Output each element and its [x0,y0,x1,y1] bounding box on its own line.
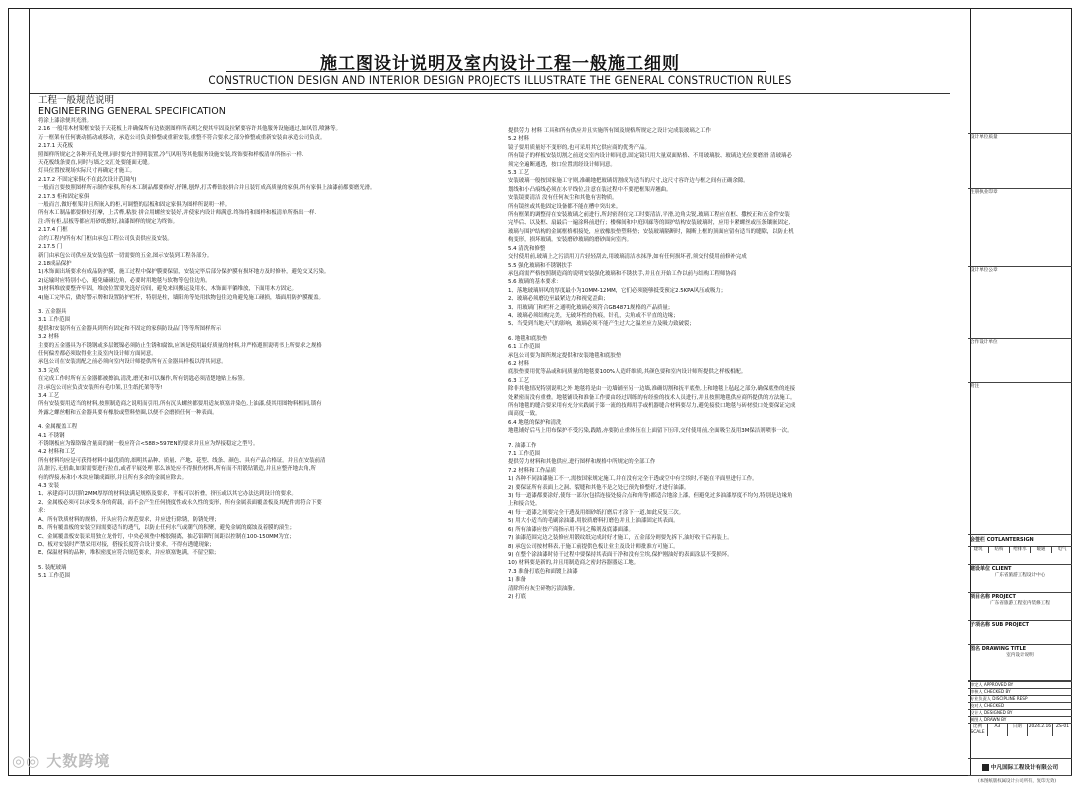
countersign-col: 建筑 [968,547,989,553]
text-line: 外露之螺丝帽和五金器具要有橡胶或塑料垫圈,以便不会磨损任何一种表面。 [38,409,218,416]
text-line: 清除所有灰尘碎物污渍油脂。 [508,585,579,592]
title-underline [226,71,766,72]
text-line: 所有镜子的样板安装切割之前送交室内设计师同意,固定镜只用大量双面贴格、不用玻璃胶、玻璃边光位要磨滑 清玻璃必 [508,153,792,160]
text-line: 照图样所规定之各种开孔处理,同时要允许照明装置,冷气风咀等其他服务设施安装,终饰要和样板清单所指示一样. [38,151,304,158]
text-line: 不锈钢板应为镍铬镍含量高的耐一般应符合<588>597EN的要求并且应为焊接稳定之型号。 [38,441,259,448]
text-line: 7.1 工作范围 [508,451,540,458]
text-line: 承包公司要为图所规定提供和安装地毯和底胶垫 [508,352,622,359]
text-line: 镜子要用质量好不变形的,也可采用其它供应商的优秀产品。 [508,144,650,151]
text-line: 2.17.2 不固定家俱(不在此次设计范围内) [38,176,137,183]
text-line: B、所有覆盖板的安装空间需要适当的透气，以防止任何水气或潮气的积聚，避免金属的腐蚀及着膜的滚生； [38,525,296,532]
text-line: 3)材料堆放要整齐牢固，堆放位置要先选好房间，避免来回搬运及用水，木饰面平躺堆放，下面用木方固定。 [38,286,297,293]
text-line: 合约工程内所有木门框由承包工程公司负责供应及安装。 [38,235,173,242]
text-line: 3.3 完成 [38,367,60,374]
title-underline-bottom [226,89,766,90]
text-line: 所有框架的调整待在安装玻璃之前进行,所封密剂在完工时要清洁,平滑,边角尖锐,玻璃工程应在框、撒校正和五金件安装 [508,212,790,219]
left-text-column [38,95,493,581]
company-name: 中凡国际工程设计有限公司 [990,765,1059,771]
text-line: 7) 油漆范围完边之装修应用锻纹纸完成封好才施工，五金部分则要先拆下,油好收干后再装上。 [508,535,733,542]
text-line: 所有木工制品都要修好打摩，上舌榫,粘胶 拼合用螺丝安装好,并使家内设计师满意.终饰将和图样和板清单所指出一样. [38,210,317,217]
company-box [968,758,1072,776]
text-line: 5.6 玻璃的基本要求： [508,279,562,286]
text-line: 4.2 材料和工艺 [38,449,76,456]
date-label: 日期 [1008,724,1028,736]
remarks-box [968,382,1072,534]
text-line: 所有地毯的缝合要采用有充分实践属于第一流的技师用手或机器缝合材料要尽力,避免接驳口地毯与砖材驳口处要保证完成 [508,403,796,409]
right-text-column [508,127,963,601]
text-line: 所有镜丝或其他固定设备都不能在槽中突出来。 [508,203,622,210]
text-line: 4、玻璃必须结构完美，无破坏性的伤痕，针孔，尖角或不平直的边缘； [508,312,679,319]
countersign-col: 暖通 [1031,547,1052,553]
text-line: 玻璃与围护结构的金属框格相接处，应放橡胶垫塑料垫；安装玻璃隔断时，隔断上框的顶面应留有适当的缝隙，以防止机 [508,228,794,235]
scale-label: 比例 SCALE [968,724,988,736]
text-line: 5.4 清洗和修整 [508,245,546,252]
text-line: 承包公司在安装需配之前必须向室内设计师提供所有五金器具样板以得其同意。 [38,359,227,366]
countersign-box [968,534,1072,564]
countersign-col: 电气 [1057,547,1067,552]
text-line: 6.3 工艺 [508,377,530,384]
text-line: 新门由承包公司供应及安装包括一切需要的五金,图示安装到工程各部分。 [38,252,213,259]
staff-row: 专业负责人 DISCIPLINE RESP [968,695,1072,702]
text-line: 7.3 准备打底色和面镀上油漆 [508,568,578,575]
project-label: 项目名称 PROJECT [970,594,1016,600]
text-line: 构变形，损坏玻璃。安装磨砂玻璃的磨砂面向室内。 [508,237,632,244]
text-line: 1)木饰面出场要求有成品防护膜，施工过程中保护膜要保留，安装完毕后部分保护膜有损坏地方及时修补，避免交叉污染。 [38,269,330,276]
text-line: 将涂上漆涂便其光滑。 [38,118,92,124]
text-line: 安装镜要清洁 没有任何灰尘和其他有害物质。 [508,195,618,202]
text-line: 2) 打底 [508,593,527,600]
staff-row: 审定人 APPROVED BY [968,681,1072,688]
section-heading-cn: 工程一般规范说明 [38,95,115,106]
staff-row: 制图人 DRAWN BY [968,716,1072,723]
text-line: 6.4 地毯的保护和清洗 [508,419,562,426]
text-line: 2.17.5 门 [38,244,63,251]
text-line: 底胶垫要用优等品或和同质量的地毯要100%人造纤维质,其颜色要和室内设计师所提供之样板相配。 [508,369,747,376]
text-line: 3.1 工作范围 [38,317,70,324]
watermark-logo [12,750,110,771]
text-line: 洁,脏污,无扭曲,如果需要进行拉直,或者平展处理 那么该处应不得损伤材料,所有而不用锻钻锻造,并且应整齐地去角,所 [38,466,316,473]
project-box [968,592,1072,620]
drawing-title-box [968,644,1072,680]
staff-row: 校对人 CHECKED [968,702,1072,709]
text-line: 2、金属板必须可以承受本身的荷载，而不会产生任何挠度性或永久性的变形，所有金属表面覆盖板及其配件需符合下要 [38,499,322,506]
text-line: 6) 所有油漆应按产商指示用不同之稀剂及底漆面漆。 [508,526,634,533]
countersign-col: 结构 [989,547,1010,553]
text-line: 万一框架有任何裹动摇动或移动，承造公司负责修整或重新安装,重整不符合要求之部分修整或重新安装由承造公司负责。 [38,134,326,141]
text-line: 1) 准备 [508,577,527,584]
page-title: 施工图设计说明及室内设计工程一般施工细则 [320,54,680,74]
drawing-title-value: 室内设计说明 [1006,653,1034,658]
text-line: 求： [38,508,49,515]
text-line: 2) 要保证所有表面上之洞、裂缝和其他不是之处已预先修整好,才进行油漆。 [508,484,690,491]
text-line: 有的焊接,标和小木块应镶成圆形,并且所有多余的金属应除去。 [38,474,187,481]
text-line: 灯具位置按现场实际尺寸再确定才施工。 [38,168,136,175]
client-box [968,564,1072,592]
text-line: 提供劳力材料和其他供应,进行图样和规格中所规定的全部工作 [508,459,656,466]
header-divider [30,93,950,94]
design-unit-seal-box [968,266,1072,338]
text-line: 2.17.1 天花板 [38,143,74,150]
sub-project-box [968,620,1072,644]
staff-rows [968,681,1072,723]
registered-seal-label: 注册执业印章 [970,190,998,195]
text-line: 4.3 安装 [38,483,60,490]
designer-seal-label: 设计单位质量 [970,135,998,140]
text-line: 在完成工作时所有五金器都被擦油,清洗,磨光和可以操作,所有钥匙必须清楚地贴上标签。 [38,376,248,383]
text-line: 3. 五金器具 [38,308,67,315]
text-line: 任何偏差都必须取得业主及室内设计师方面同意。 [38,350,157,357]
text-line: 划线和小凸痕线必须在水平线位,注意在装过程中不要把框架弄翘曲。 [508,186,672,193]
text-line: 3.2 材料 [38,334,60,341]
design-unit-seal-label: 设计单位公章 [970,268,998,273]
text-line: 5、当受到当地天气的影响，玻璃必须不能产生过大之温差应力及吸力致破裂； [508,321,695,328]
copyright-footnote: (本图纸版权属设计公司所有，复印无效) [978,779,1057,784]
text-line: 承包商需严格按照制造商的说明安装强化玻璃和不锈扶手,并且在开始工作以前与结构工程师协商 [508,270,737,277]
text-line: 3、用玻璃门和栏杆之通明化玻璃必须符合GB4871规格的产品质量； [508,304,674,311]
text-line: 须完全遍断通透，按口位置需经设计师同意。 [508,161,616,168]
text-line: 提供劳力 材料 工具和所有供应并且实施所有图及规格所规定之设计完成装玻璃之工作 [508,128,711,134]
text-line: 2)运输时应特别小心，避免磕碰边角，必要时用地毯与软物等包住边角。 [38,277,211,284]
text-line: 天花板线条要直,同时与墙之交汇处要能面无缝。 [38,160,153,167]
text-line: 处紧密而没有重叠。地毯铺设和准备工作要由经过训练的有经验的技术人员进行,并且按照地毯供应商所提供的方法施工。 [508,394,796,401]
text-line: 除非其他情况特别说明之外 地毯将是由一边墙铺至另一边墙,准确切割和抚平底垫,上和地毯上毡起之部分,确保底垫的连接 [508,386,796,393]
text-line: 地毯铺好后马上用布保护不受污染,践踏,亦要防止重体压在上面留下压印,交付使用前,全面吸尘及用3M保洁剂喷事一次。 [508,428,793,435]
text-line: 8) 承包公司按材料表,于施工前提供色板让业主及设计师批准方可施工。 [508,543,679,550]
text-line: 安装玻璃一般按国家施工守则,准确地把玻璃切割成为适当的尺寸,这尺寸容许边与框之间有正确余隙。 [508,178,749,185]
text-line: 4. 金属覆盖工程 [38,424,78,431]
sub-project-label: 子项名称 SUB PROJECT [970,622,1030,628]
drawing-sheet [8,8,1072,776]
client-name: 广东省旅游工程设计中心 [994,573,1046,578]
text-line: 1、落地玻璃屏风的厚度最小为10MM-12MM，它们必须能够抵受预定2.5KPA风压或吸力； [508,287,727,294]
text-line: 2.16 一般用木材架框安装于天花板上并确保所有边依据图样所表明之便其牢固及拉紧要容许其他服务设施通过,如风管,喷淋等。 [38,126,341,133]
text-line: 2.17.3 柜和固定家俱 [38,193,90,200]
remarks-label: 附注 [970,384,980,389]
text-line: 4)施工完毕后，做好警示牌和设置防护栏杆，特别是柱，墙阳角等处用软物包住边角避免施工碰损，墙面用防护膜覆盖。 [38,294,324,301]
content-area [29,9,971,775]
scale-row [968,723,1072,736]
staff-row: 审核人 CHECKED BY [968,688,1072,695]
project-name: 广东省旅游工程室内装修工程 [990,601,1050,606]
text-line: 4) 每一道漆之间要完全干透及用细砂纸打磨后才涂下一道,如此反复三次。 [508,509,685,516]
text-line: D、板对安装时严禁采用对接，搭接长度符合设计要求，不得有透缝现象； [38,541,215,548]
left-lines [38,117,493,581]
text-line: 提供和安装所有五金器具到所有固定和不固定的家俱防设品门等等所图样所示 [38,325,222,332]
text-line: 6. 地毯和底胶垫 [508,335,548,342]
text-line: 交付使用前,玻璃上之污渍用刀片轻轻刮去,用玻璃清洁水抹净,如有任何损坏者,须交付使用前修补完成 [508,254,747,261]
text-line: 注:所有柜,层板等都应用砂纸擦好,油漆图样的规定为终饰。 [38,218,179,225]
section-heading-en: ENGINEERING GENERAL SPECIFICATION [38,106,226,117]
text-line: 一般而言要按照图样所示制作家俱,所有木工制品都要修好,抒锤,刨焊,打舌榫钻胶拼合并且装钉成高质量的家俱,所有家俱上油漆前都要磨光滑。 [38,185,376,192]
staff-row: 设计人 DESIGNED BY [968,709,1072,716]
text-line: 所有材料均应是可获得材料中最优质的,细明其品种、质量、产地、花型、线条、颜色、具有产品合格证。并且在安装前清 [38,457,326,464]
text-line: 2.17.4 门框 [38,227,68,234]
text-line: 3) 每一道漆都要涂好,使每一部分(包括连接处接合点和角等)都适合地涂上漆，但避免过多油漆厚度不均匀,特别是边缘角 [508,493,793,500]
text-line: 2、玻璃必须磨边至最紧边力和视觉歪曲； [508,296,609,303]
text-line: 4.1 不锈钢 [38,432,65,439]
cooperative-label: 合作设计单位 [970,340,998,345]
text-line: 10) 材料要是新的,并且用制造商之密封容器器运工地。 [508,560,639,567]
text-line: A、所有铁质材料的规格，开头应符合规范要求，并应进行除锈，防锈处理； [38,516,220,523]
cooperative-box [968,338,1072,382]
text-line: 6.2 材料 [508,360,530,367]
company-logo-icon [982,764,989,771]
text-line: E、保温材料的品种，堆积密度应符合规范要求，并应填塞饱满，不留空隙； [38,550,220,557]
text-line: C、金属覆盖板安装采用独立龙骨钉，中央必须垫中橡胶隔离，抽芯铝铆钉间距以控制在100-150MM为宜； [38,533,295,540]
registered-seal-box [968,188,1072,266]
text-line: 1) 各种不同油漆施工不一,需按国家规定施工,并在没有完全干透或空中有尘埃时,不能在平面里进行工作。 [508,476,758,483]
text-line: 5.1 工作范围 [38,573,70,580]
text-line: 面高度一致。 [508,411,541,418]
countersign-row [968,546,1072,553]
date-value: 2024.2.16 [1028,724,1053,736]
watermark-text: 大数跨境 [46,752,111,770]
text-line: 5. 装配玻璃 [38,564,67,571]
staff-box [968,680,1072,742]
text-line: 5.2 材料 [508,136,530,143]
text-line: 7.2 材料和工作品质 [508,467,557,474]
client-label: 建设单位 CLIENT [970,566,1012,572]
text-line: 7. 油漆工作 [508,442,537,449]
page-subtitle: CONSTRUCTION DESIGN AND INTERIOR DESIGN PROJECTS ILLUSTRATE THE GENERAL CONSTRUCTION RULES [208,73,792,87]
text-line: 3.4 工艺 [38,393,60,399]
countersign-label: 会签栏 COTLANTERSIGN [970,537,1034,543]
text-line: 9) 在整个涂油漆时待干过程中要保持其表面干净和没有尘埃,保护刚油好的表面涂层不受损坏。 [508,551,733,558]
text-line: 5.3 工艺 [508,170,530,177]
watermark-icon: ◎◎ [12,752,47,770]
countersign-col: 给排水 [1010,547,1031,553]
text-line: 1、承建商可以用阶2MM厚厚的材料法满足规格及要求，平板可以折叠，挤压或以其它办法达到设计的要求。 [38,491,297,498]
text-line: 5.5 强化玻璃和不锈钢扶手 [508,262,573,269]
title-block [968,8,1072,776]
sheet-number: ZS-01 [1056,724,1070,729]
text-line: 所有安装要用适当的材料,按照制造商之说明而引用,所有沉头螺丝都要用适灰填塞并染色,上油漆,使其用图物料相同,锁有 [38,401,322,408]
text-line: 5) 用大小适当的毛刷涂油漆,用胶质磨料打磨色并且上油漆固定其表面。 [508,518,679,525]
right-lines [508,127,963,601]
text-line: 主要的五金器具为不锈钢或多层镀镍必须防止生锈和腐蚀,应该是使用最好质量的材料,并严格遵照说明书上所要求之规格 [38,342,322,349]
text-line: 一般而言,做好框架并且所嵌入的柜,可调整的层板和固定家俱为图样所说明一样。 [38,202,231,209]
text-line: 注:承包公司应负责安装所有毛巾架,卫生纸托架等等! [38,384,163,391]
scale-value: A3 [988,724,1008,736]
text-line: 完毕后、以及框、扇最后一遍涂料前进行；楼梯间和中庭回廊等的围护结构安装玻璃时，应用卡紧螺丝或压条镶嵌固定, [508,220,791,227]
designer-seal-box [968,133,1072,188]
text-line: 2.18成品保护 [38,260,72,267]
text-line: 上和接合处。 [508,501,541,508]
drawing-title-label: 图名 DRAWING TITLE [970,646,1027,652]
text-line: 6.1 工作范围 [508,344,540,351]
